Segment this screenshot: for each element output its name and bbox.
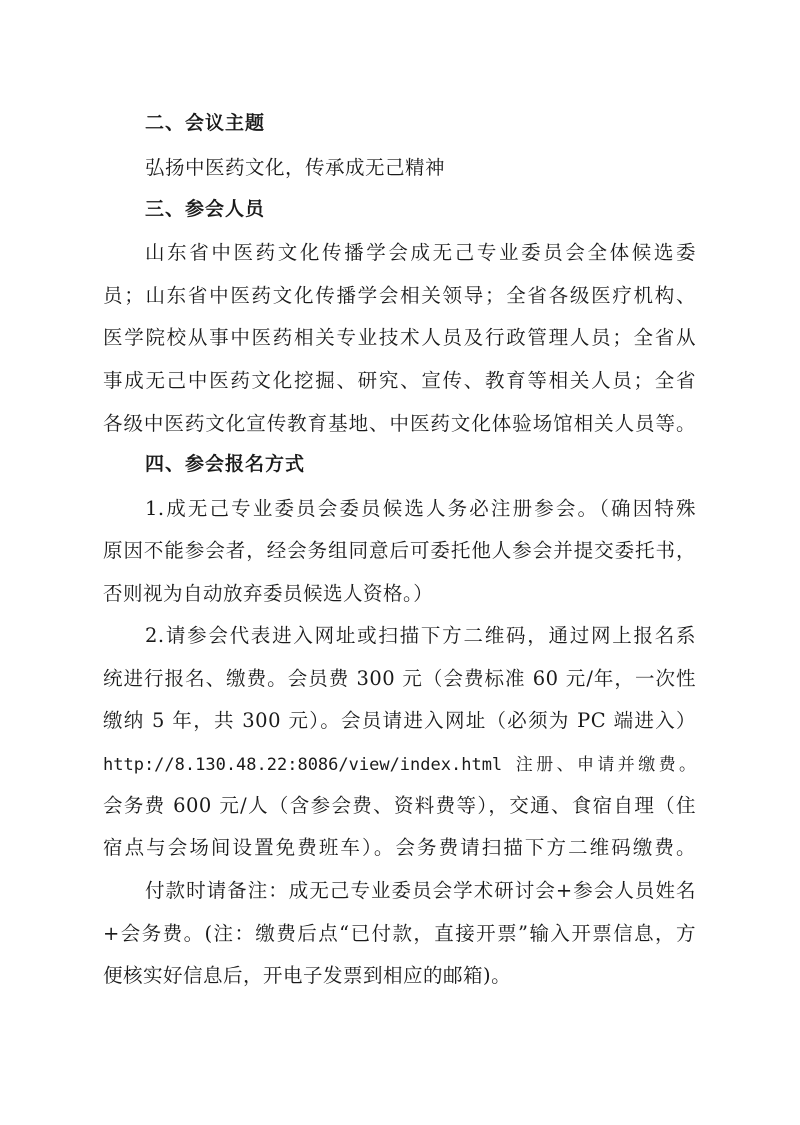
section-heading-attendees: 三、参会人员 xyxy=(145,198,266,220)
section-heading-theme: 二、会议主题 xyxy=(145,112,266,134)
registration-item2-line-3: 缴纳 5 年，共 300 元）。会员请进入网址（必须为 PC 端进入） xyxy=(103,709,696,732)
payment-note-line-1: 付款时请备注：成无己专业委员会学术研讨会+参会人员姓名 xyxy=(145,879,696,902)
attendees-line-4: 事成无己中医药文化挖掘、研究、宣传、教育等相关人员；全省 xyxy=(103,369,696,392)
registration-item1-line-3: 否则视为自动放弃委员候选人资格。） xyxy=(103,582,434,605)
attendees-line-3: 医学院校从事中医药相关专业技术人员及行政管理人员；全省从 xyxy=(103,326,696,349)
payment-note-line-3: 便核实好信息后，开电子发票到相应的邮箱)。 xyxy=(103,964,512,987)
registration-item1-line-2: 原因不能参会者，经会务组同意后可委托他人参会并提交委托书， xyxy=(103,539,696,562)
theme-text: 弘扬中医药文化，传承成无己精神 xyxy=(145,156,446,179)
payment-note-line-2: +会务费。(注：缴费后点“已付款，直接开票”输入开票信息，方 xyxy=(103,922,696,945)
registration-item1-line-1: 1.成无己专业委员会委员候选人务必注册参会。（确因特殊 xyxy=(145,497,696,520)
registration-item2-line-6: 宿点与会场间设置免费班车）。会务费请扫描下方二维码缴费。 xyxy=(103,836,696,859)
registration-item2-line-2: 统进行报名、缴费。会员费 300 元（会费标准 60 元/年，一次性 xyxy=(103,667,696,690)
attendees-line-1: 山东省中医药文化传播学会成无己专业委员会全体候选委 xyxy=(145,241,696,264)
attendees-line-5: 各级中医药文化宣传教育基地、中医药文化体验场馆相关人员等。 xyxy=(103,412,696,435)
registration-url-line: http://8.130.48.22:8086/view/index.html 注册、申请并缴费。 xyxy=(103,755,696,775)
registration-item2-line-1: 2.请参会代表进入网址或扫描下方二维码，通过网上报名系 xyxy=(145,624,696,647)
registration-item2-line-5: 会务费 600 元/人（含参会费、资料费等），交通、食宿自理（住 xyxy=(103,794,696,817)
section-heading-registration: 四、参会报名方式 xyxy=(145,453,306,475)
attendees-line-2: 员；山东省中医药文化传播学会相关领导；全省各级医疗机构、 xyxy=(103,284,696,307)
